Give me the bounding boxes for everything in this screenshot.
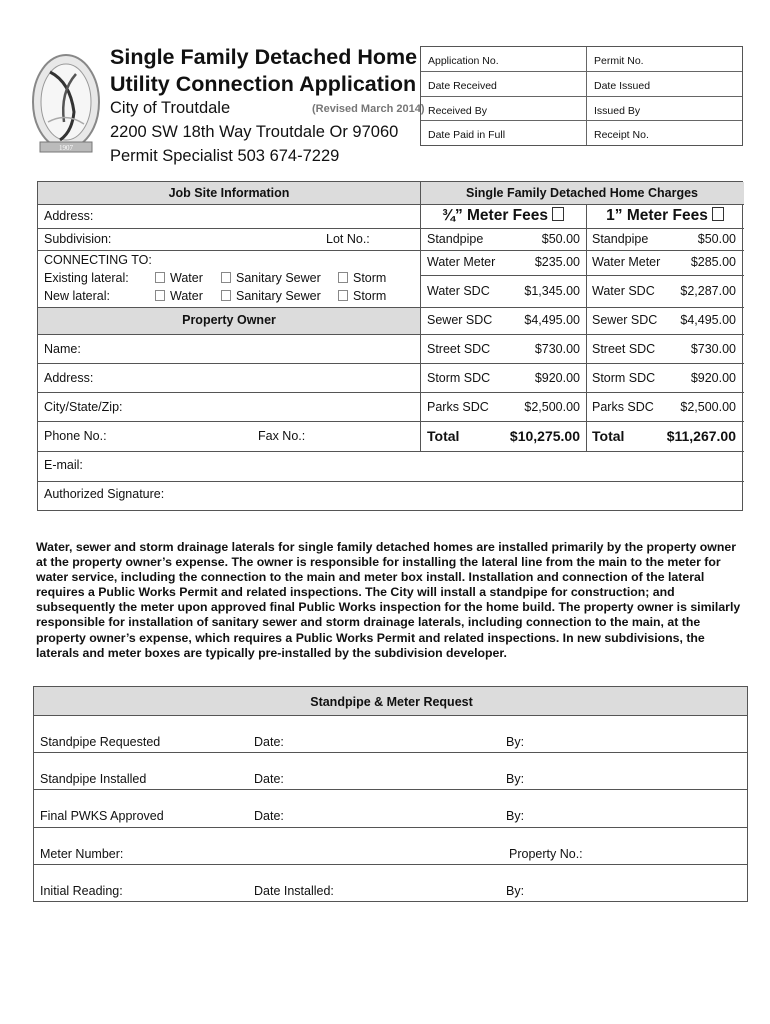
- option-label: Water: [170, 271, 203, 285]
- option-label: Water: [170, 289, 203, 303]
- fee-amount: $920.00: [690, 371, 736, 385]
- row-rule: [420, 275, 744, 276]
- final-pwks-date-field[interactable]: Date:: [254, 809, 284, 823]
- title-line-2: Utility Connection Application: [110, 72, 417, 96]
- property-no-field[interactable]: Property No.:: [509, 847, 583, 861]
- fee-amount: $4,495.00: [524, 313, 580, 327]
- fee-amount: $2,500.00: [680, 400, 736, 414]
- checkbox-icon: [221, 290, 231, 301]
- owner-name-field[interactable]: Name:: [44, 342, 81, 356]
- city-seal-logo: [30, 52, 102, 160]
- fee-label: Standpipe: [427, 232, 484, 246]
- owner-city-state-zip-field[interactable]: City/State/Zip:: [44, 400, 123, 414]
- row-rule: [38, 307, 744, 308]
- form-title: [110, 44, 417, 98]
- office-use-box: [420, 46, 743, 146]
- total-label: Total: [592, 428, 625, 444]
- option-label: Storm: [353, 289, 387, 303]
- row-rule: [38, 421, 744, 422]
- checkbox-icon: [338, 272, 348, 283]
- connecting-to-label: CONNECTING TO:: [44, 253, 152, 267]
- fee-amount: $50.00: [697, 232, 736, 246]
- row-rule: [34, 789, 747, 790]
- row-rule: [38, 481, 744, 482]
- fee-label: Parks SDC: [592, 400, 654, 414]
- one-inch-meter-fees-option[interactable]: [586, 207, 744, 225]
- fee-amount: $2,500.00: [524, 400, 580, 414]
- initial-reading-field[interactable]: Initial Reading:: [40, 884, 123, 898]
- row-rule: [38, 392, 744, 393]
- seal-year: 1907: [59, 144, 73, 152]
- city-of-troutdale-seal-icon: [30, 52, 102, 160]
- application-form-table: [37, 181, 743, 511]
- title-line-1: Single Family Detached Home: [110, 45, 418, 69]
- fee-label: Water Meter: [427, 255, 496, 269]
- permit-no-field[interactable]: Permit No.: [594, 55, 644, 67]
- fee-label: Storm SDC: [592, 371, 656, 385]
- row-rule: [34, 752, 747, 753]
- standpipe-installed-date-field[interactable]: Date:: [254, 772, 284, 786]
- final-pwks-approved-label: Final PWKS Approved: [40, 809, 164, 823]
- fee-amount: $730.00: [534, 342, 580, 356]
- fee-amount: $50.00: [541, 232, 580, 246]
- standpipe-installed-by-field[interactable]: By:: [506, 772, 525, 786]
- final-pwks-by-field[interactable]: By:: [506, 809, 525, 823]
- fee-amount: $2,287.00: [680, 284, 736, 298]
- subdivision-field[interactable]: Subdivision:: [44, 232, 112, 246]
- permit-specialist-contact: Permit Specialist 503 674-7229: [110, 147, 340, 165]
- job-address-field[interactable]: Address:: [44, 209, 94, 223]
- city-name: City of Troutdale: [110, 99, 231, 117]
- meter-number-field[interactable]: Meter Number:: [40, 847, 124, 861]
- checkbox-icon: [155, 272, 165, 283]
- fee-label: Street SDC: [427, 342, 491, 356]
- checkbox-icon: [338, 290, 348, 301]
- owner-email-field[interactable]: E-mail:: [44, 458, 83, 472]
- fee-amount: $920.00: [534, 371, 580, 385]
- revised-date: (Revised March 2014): [312, 103, 425, 115]
- fee-amount: $4,495.00: [680, 313, 736, 327]
- checkbox-icon: [712, 207, 724, 221]
- row-rule: [38, 228, 744, 229]
- fee-label: Standpipe: [592, 232, 649, 246]
- standpipe-meter-request-table: [33, 686, 748, 902]
- received-by-field[interactable]: Received By: [428, 105, 487, 117]
- city-address: 2200 SW 18th Way Troutdale Or 97060: [110, 123, 399, 141]
- total-label: Total: [427, 428, 460, 444]
- issued-by-field[interactable]: Issued By: [594, 105, 641, 117]
- fee-label: Water SDC: [592, 284, 655, 298]
- fee-label: Water SDC: [427, 284, 490, 298]
- fee-label: Sewer SDC: [427, 313, 493, 327]
- meter-fees-title: 1” Meter Fees: [606, 207, 708, 224]
- option-label: Storm: [353, 271, 387, 285]
- total-amount: $10,275.00: [509, 428, 580, 444]
- date-received-field[interactable]: Date Received: [428, 80, 497, 92]
- date-paid-field[interactable]: Date Paid in Full: [428, 129, 506, 141]
- existing-water-checkbox[interactable]: [155, 271, 203, 285]
- property-owner-heading: Property Owner: [182, 313, 276, 327]
- standpipe-requested-by-field[interactable]: By:: [506, 735, 525, 749]
- option-label: Sanitary Sewer: [236, 289, 321, 303]
- row-rule: [38, 250, 744, 251]
- fee-label: Storm SDC: [427, 371, 491, 385]
- row-rule: [38, 204, 744, 205]
- checkbox-icon: [155, 290, 165, 301]
- new-storm-checkbox[interactable]: [338, 289, 386, 303]
- meter-fees-title: ¾” Meter Fees: [442, 207, 548, 224]
- charges-heading: Single Family Detached Home Charges: [465, 186, 698, 200]
- standpipe-installed-label: Standpipe Installed: [40, 772, 147, 786]
- new-lateral-label: New lateral:: [44, 289, 110, 303]
- standpipe-requested-label: Standpipe Requested: [40, 735, 161, 749]
- fee-amount: $1,345.00: [524, 284, 580, 298]
- three-quarter-meter-fees-option[interactable]: [420, 207, 586, 225]
- fee-amount: $730.00: [690, 342, 736, 356]
- row-rule: [34, 827, 747, 828]
- standpipe-heading: Standpipe & Meter Request: [310, 695, 473, 709]
- receipt-no-field[interactable]: Receipt No.: [594, 129, 649, 141]
- fee-label: Parks SDC: [427, 400, 489, 414]
- fee-label: Sewer SDC: [592, 313, 658, 327]
- lot-no-field[interactable]: Lot No.:: [326, 232, 370, 246]
- existing-sanitary-sewer-checkbox[interactable]: [221, 271, 321, 285]
- owner-phone-field[interactable]: Phone No.:: [44, 429, 107, 443]
- lateral-responsibility-notice: Water, sewer and storm drainage laterals for single family detached homes are installed primarily by the property owner at the property owner’s expense. The owner is responsible for installing the lateral line from the main to the meter for water service, including the connection to the main and meter box install. Installation and connection of the lateral requires a Public Works Permit and related inspections. The City will install a standpipe for construction; and subsequently the meter upon approved final Public Works inspection for the home build. The property owner is similarly responsible for installation of sanitary sewer and storm drainage laterals, including connection to the main, at the property owner’s expense, which requires a Public Works Permit and related inspections. In new subdivisions, the laterals and meter boxes are typically pre-installed by the subdivision developer.: [36, 540, 741, 660]
- standpipe-requested-date-field[interactable]: Date:: [254, 735, 284, 749]
- row-rule: [34, 864, 747, 865]
- existing-lateral-label: Existing lateral:: [44, 271, 129, 285]
- existing-storm-checkbox[interactable]: [338, 271, 386, 285]
- row-rule: [34, 715, 747, 716]
- row-rule: [38, 334, 744, 335]
- installed-by-field[interactable]: By:: [506, 884, 525, 898]
- row-rule: [38, 451, 744, 452]
- date-issued-field[interactable]: Date Issued: [594, 80, 651, 92]
- application-no-field[interactable]: Application No.: [428, 55, 499, 67]
- fee-amount: $235.00: [534, 255, 580, 269]
- new-water-checkbox[interactable]: [155, 289, 203, 303]
- total-amount: $11,267.00: [666, 428, 736, 444]
- fee-label: Street SDC: [592, 342, 656, 356]
- authorized-signature-field[interactable]: Authorized Signature:: [44, 487, 165, 501]
- new-sanitary-sewer-checkbox[interactable]: [221, 289, 321, 303]
- owner-address-field[interactable]: Address:: [44, 371, 94, 385]
- fee-amount: $285.00: [690, 255, 736, 269]
- job-site-heading: Job Site Information: [168, 186, 290, 200]
- fee-label: Water Meter: [592, 255, 661, 269]
- checkbox-icon: [221, 272, 231, 283]
- checkbox-icon: [552, 207, 564, 221]
- date-installed-field[interactable]: Date Installed:: [254, 884, 334, 898]
- row-rule: [38, 363, 744, 364]
- option-label: Sanitary Sewer: [236, 271, 321, 285]
- owner-fax-field[interactable]: Fax No.:: [258, 429, 306, 443]
